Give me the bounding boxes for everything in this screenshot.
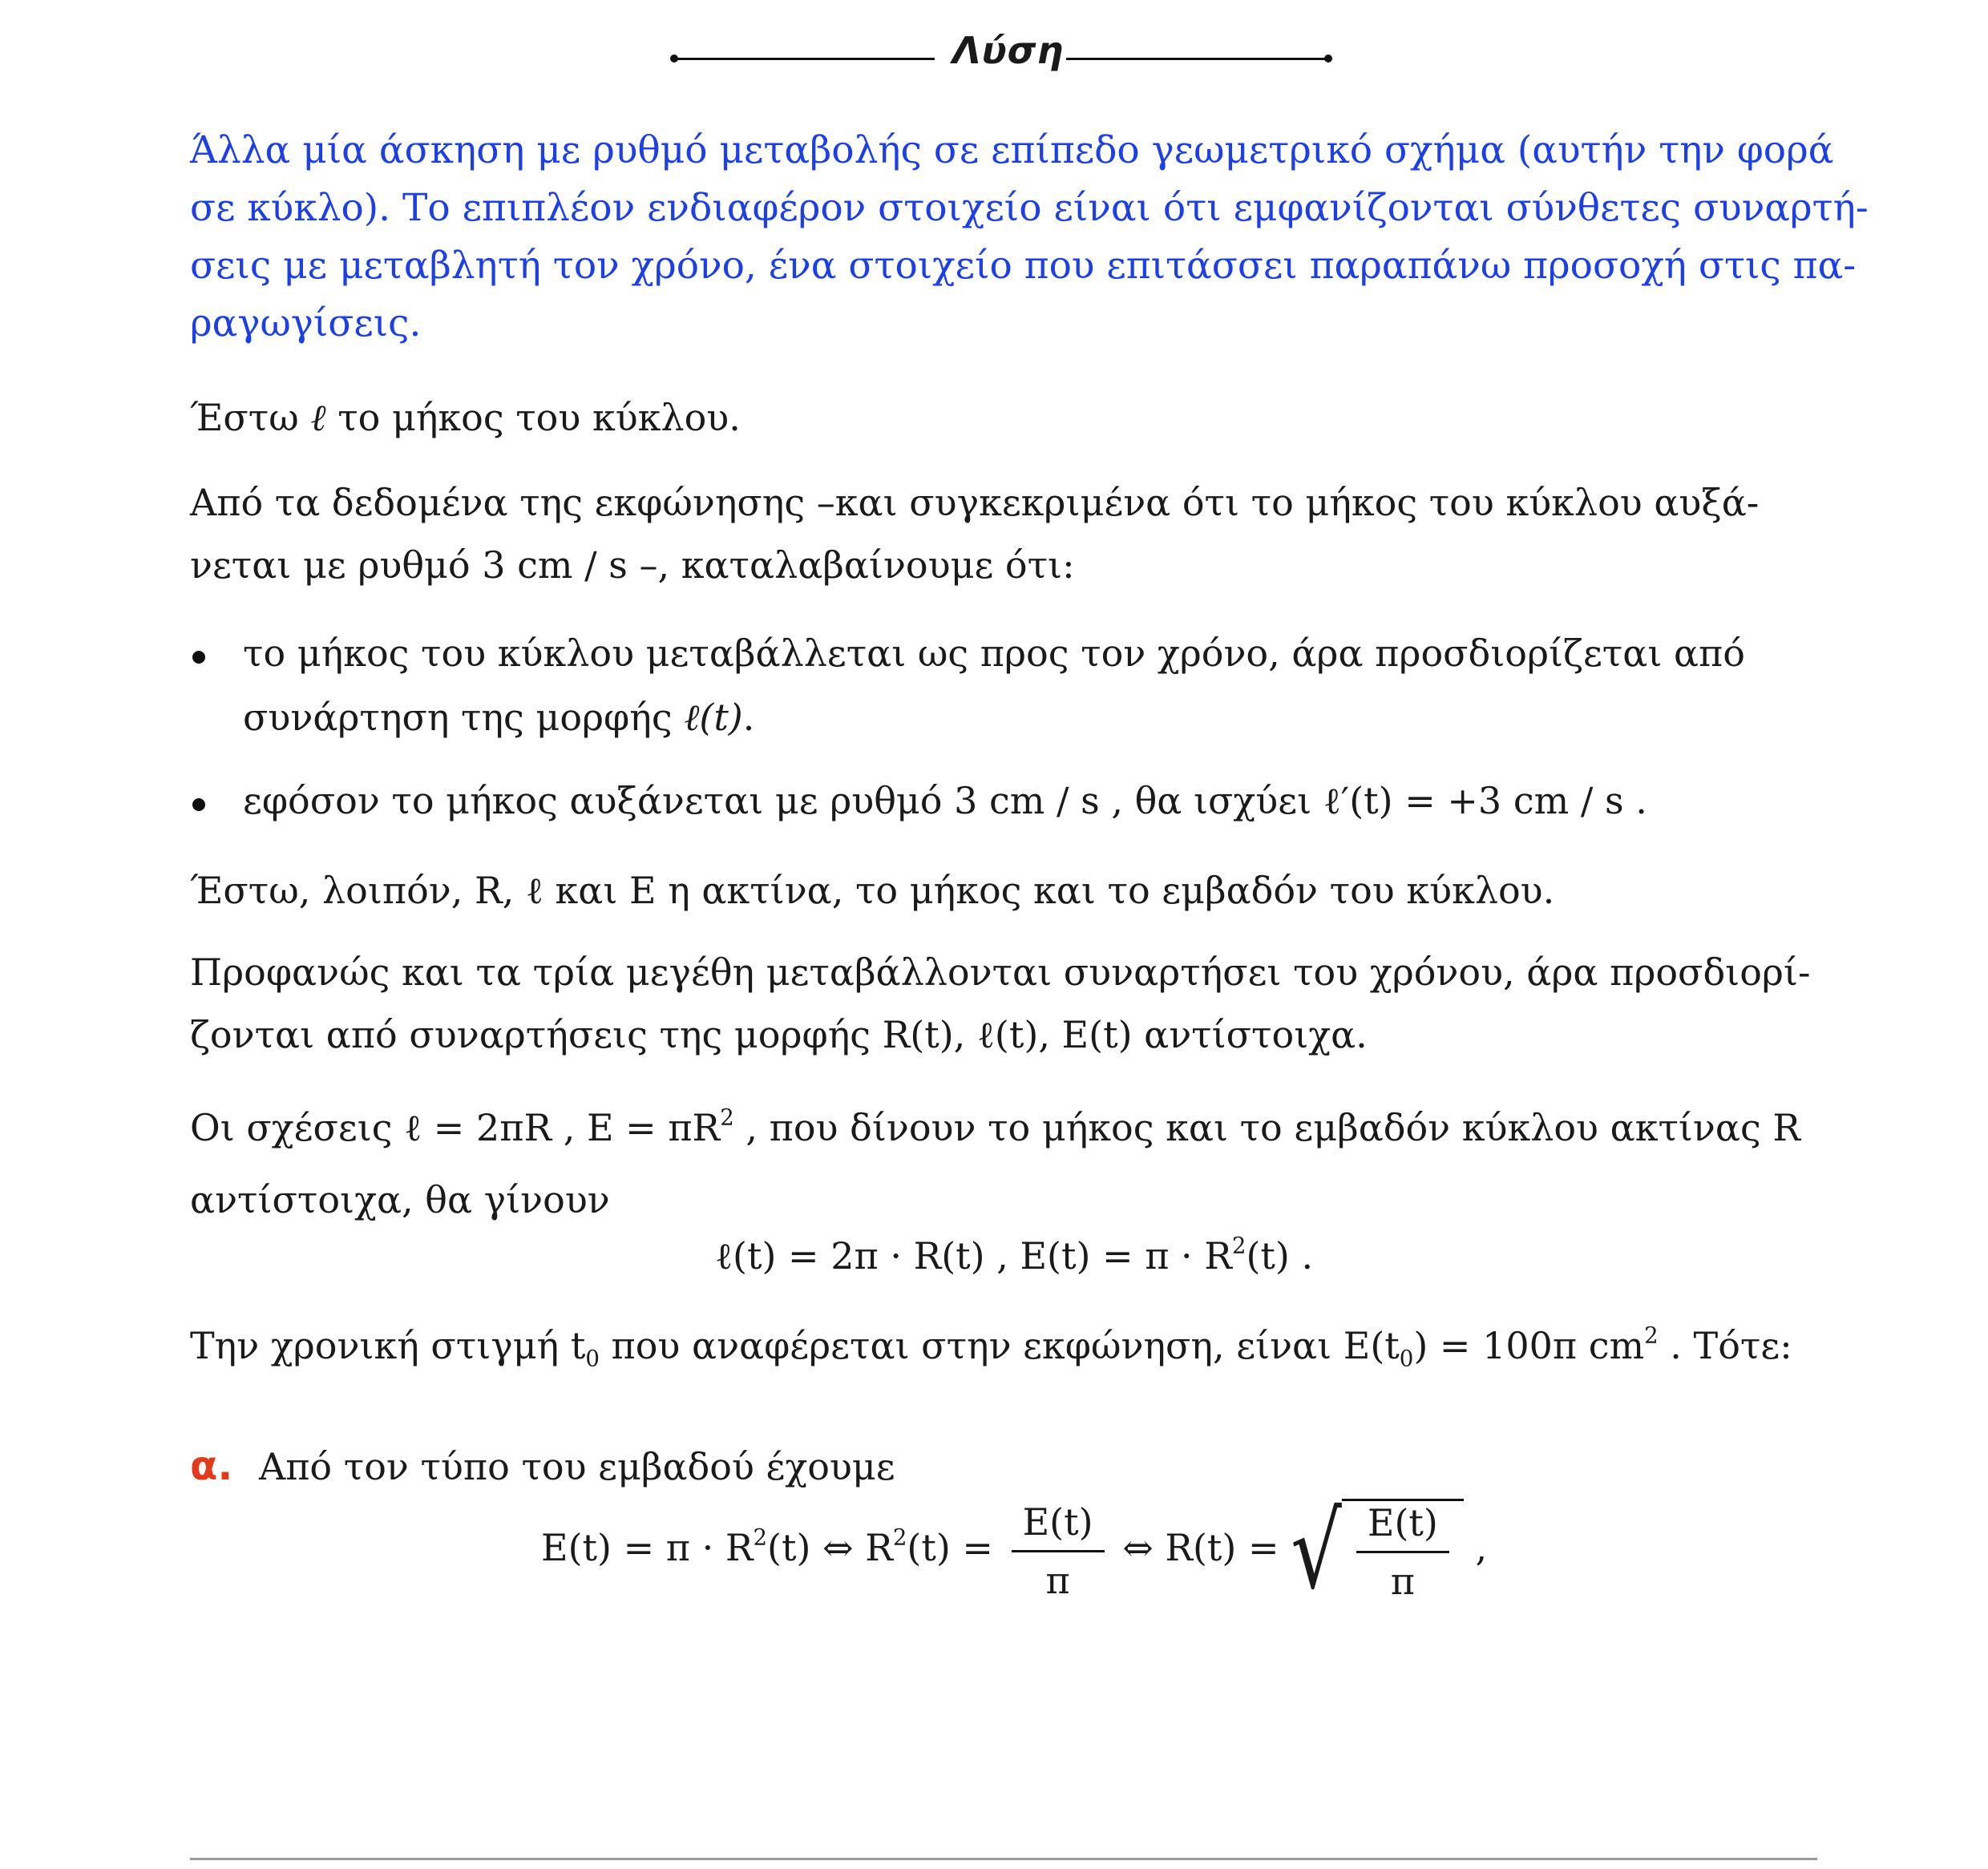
header-right-dot (1324, 54, 1332, 63)
eq1-sup: 2 (1231, 1232, 1247, 1259)
eq2-frac-num: E(t) (1012, 1500, 1105, 1552)
intro-line-1: Άλλα μία άσκηση με ρυθμό μεταβολής σε επίπεδο γεωμετρικό σχήμα (αυτήν την φορά (190, 128, 1834, 172)
p6-sub2: 0 (1399, 1345, 1414, 1372)
paragraph-relations-line-1 (190, 1106, 1800, 1149)
paragraph-functions-line-1: Προφανώς και τα τρία μεγέθη μεταβάλλονται συναρτήσει του χρόνου, άρα προσδιορί- (190, 951, 1811, 994)
bullet-2-end: . (1635, 779, 1647, 822)
bullet-1-math: ℓ(t) (684, 696, 743, 739)
bullet-2-text: εφόσον το μήκος αυξάνεται με ρυθμό 3 cm / s , θα ισχύει (243, 779, 1312, 822)
eq2-p4: ⇔ R(t) = (1122, 1526, 1279, 1569)
p6-sub: 0 (585, 1345, 600, 1372)
p1-text-b: το μήκος του κύκλου. (337, 396, 741, 439)
p6-sup: 2 (1644, 1322, 1659, 1349)
paragraph-let-length (190, 396, 741, 439)
paragraph-data-line-1: Από τα δεδομένα της εκφώνησης –και συγκεκριμένα ότι το μήκος του κύκλου αυξά- (190, 481, 1760, 524)
bullet-1 (192, 651, 205, 664)
equation-length-area (715, 1234, 1313, 1278)
solution-title: Λύση (952, 29, 1065, 72)
p6-d: . Τότε: (1658, 1324, 1792, 1367)
intro-line-2: σε κύκλο). Το επιπλέον ενδιαφέρον στοιχείο είναι ότι εμφανίζονται σύνθετες συναρτή- (190, 186, 1869, 230)
eq1-left: ℓ(t) = 2π · R(t) , E(t) = π · R (715, 1234, 1232, 1278)
bullet-1-end: . (742, 696, 755, 739)
p6-c: ) = 100π cm (1413, 1324, 1645, 1367)
bullet-1-line-1: το μήκος του κύκλου μεταβάλλεται ως προς τον χρόνο, άρα προσδιορίζεται από (243, 632, 1745, 675)
header-left-rule (674, 58, 935, 60)
eq2-frac-den: π (1045, 1558, 1070, 1602)
part-a (190, 1443, 895, 1489)
part-a-text: Από τον τύπο του εμβαδού έχουμε (258, 1445, 895, 1488)
eq2-p1: E(t) = π · R (541, 1526, 754, 1569)
eq2-sqrt-num: E(t) (1356, 1501, 1449, 1553)
paragraph-data-line-2: νεται με ρυθμό 3 cm / s –, καταλαβαίνουμε ότι: (190, 543, 1075, 587)
p6-b: που αναφέρεται στην εκφώνηση, είναι E(t (599, 1324, 1400, 1367)
footer-rule (190, 1858, 1817, 1860)
part-a-label: α. (190, 1443, 233, 1489)
p5-text-a: Οι σχέσεις (190, 1106, 393, 1149)
eq2-fraction (1012, 1500, 1105, 1602)
paragraph-relations-line-2: αντίστοιχα, θα γίνουν (190, 1178, 610, 1221)
eq2-sup1: 2 (753, 1524, 768, 1551)
eq2-sqrt-fraction (1356, 1501, 1449, 1603)
eq1-right: (t) . (1246, 1234, 1314, 1278)
eq2-sqrt-den: π (1390, 1560, 1415, 1603)
p5-text-b: , που δίνουν το μήκος και το εμβαδόν κύκλου ακτίνας R (746, 1106, 1800, 1149)
p6-a: Την χρονική στιγμή t (190, 1324, 586, 1367)
eq2-p2: (t) ⇔ R (767, 1526, 893, 1569)
eq2-sqrt-body (1342, 1499, 1464, 1603)
p1-text-a: Έστω (190, 396, 299, 439)
eq2-sup2: 2 (892, 1524, 907, 1551)
bullet-2 (192, 798, 205, 811)
bullet-2-line (243, 779, 1647, 822)
p5-sup: 2 (720, 1104, 734, 1131)
bullet-2-math: ℓ′(t) = +3 cm / s (1323, 779, 1624, 822)
p5-math: ℓ = 2πR , E = πR (404, 1106, 721, 1149)
p1-var: ℓ (310, 396, 326, 439)
bullet-1-line-2 (243, 696, 754, 739)
sqrt-icon: √ (1291, 1489, 1342, 1613)
eq2-p3: (t) = (907, 1526, 993, 1569)
header-right-rule (1066, 58, 1327, 60)
bullet-1-text: συνάρτηση της μορφής (243, 696, 673, 739)
paragraph-functions-line-2: ζονται από συναρτήσεις της μορφής R(t), ℓ(t), E(t) αντίστοιχα. (190, 1013, 1368, 1056)
paragraph-define-vars: Έστω, λοιπόν, R, ℓ και Ε η ακτίνα, το μήκος και το εμβαδόν του κύκλου. (190, 869, 1555, 912)
intro-line-4: ραγωγίσεις. (190, 301, 422, 345)
intro-line-3: σεις με μεταβλητή τον χρόνο, ένα στοιχείο που επιτάσσει παραπάνω προσοχή στις πα- (190, 244, 1857, 288)
eq2-sqrt (1291, 1489, 1464, 1613)
eq2-p5: , (1475, 1526, 1488, 1569)
equation-radius (541, 1489, 1488, 1613)
paragraph-time-t0 (190, 1322, 1792, 1372)
